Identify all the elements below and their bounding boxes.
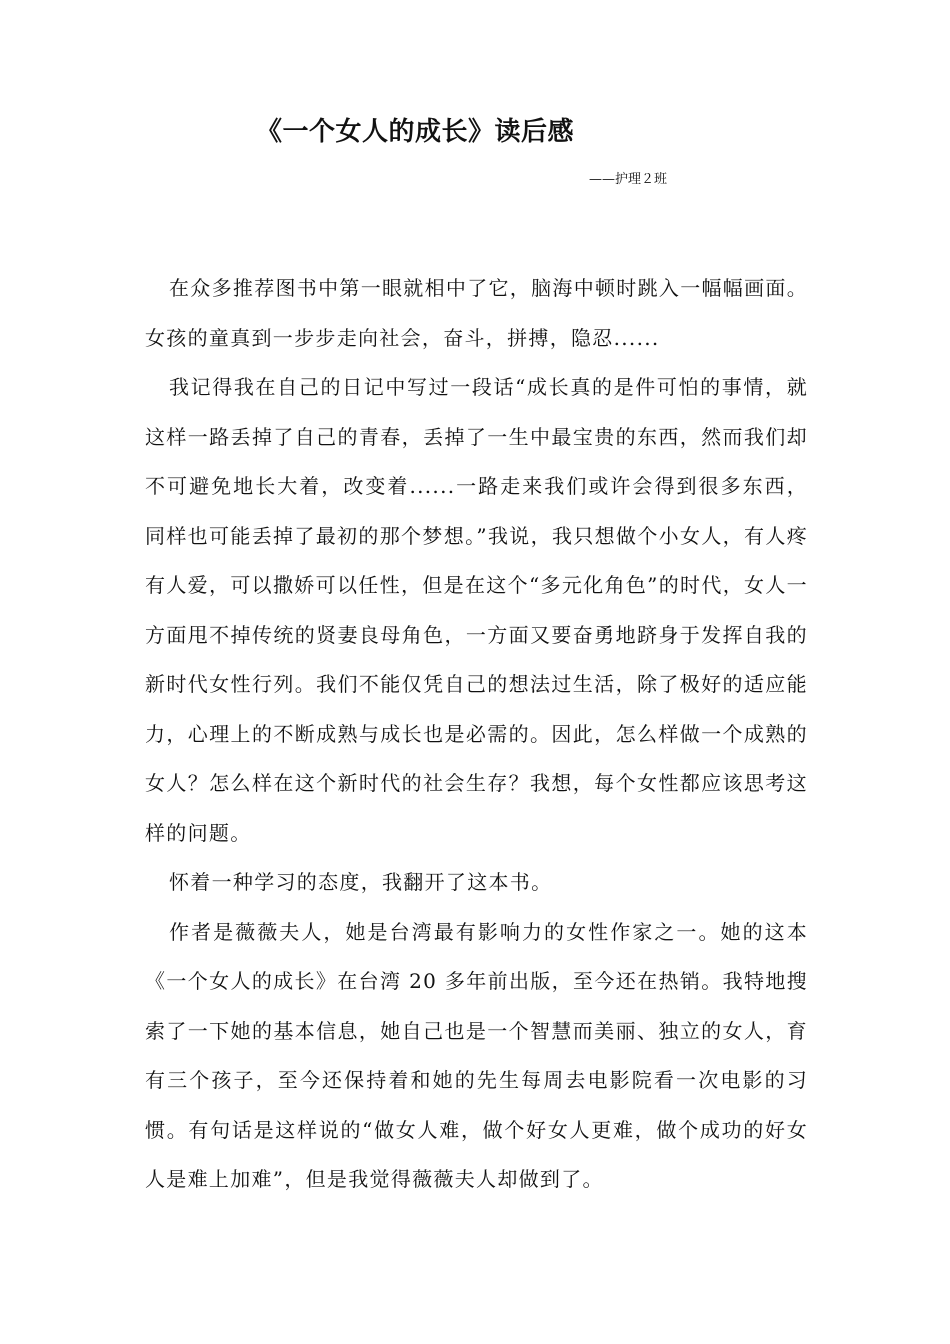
document-title: 《一个女人的成长》读后感 bbox=[256, 117, 575, 147]
body-paragraph: 我记得我在自己的日记中写过一段话“成长真的是件可怕的事情，就这样一路丢掉了自己的青春，丢掉了一生中最宝贵的东西，然而我们却不可避免地长大着，改变着......一路走来我们或许会得到很多东西，同样也可能丢掉了最初的那个梦想。”我说，我只想做个小女人，有人疼有人爱，可以撒娇可以任性，但是在这个“多元化角色”的时代，女人一方面甩不掉传统的贤妻良母角色，一方面又要奋勇地跻身于发挥自我的新时代女性行列。我们不能仅凭自己的想法过生活，除了极好的适应能力，心理上的不断成熟与成长也是必需的。因此，怎么样做一个成熟的女人？怎么样在这个新时代的社会生存？我想，每个女性都应该思考这样的问题。 bbox=[145, 375, 808, 845]
author-byline: ——护理２班 bbox=[589, 172, 668, 187]
body-paragraph: 在众多推荐图书中第一眼就相中了它，脑海中顿时跳入一幅幅画面。女孩的童真到一步步走向社会，奋斗，拼搏，隐忍...... bbox=[145, 276, 808, 350]
document-body bbox=[145, 264, 808, 1205]
body-paragraph: 作者是薇薇夫人，她是台湾最有影响力的女性作家之一。她的这本《一个女人的成长》在台湾 20 多年前出版，至今还在热销。我特地搜索了一下她的基本信息，她自己也是一个智慧而美丽、独立的女人，育有三个孩子，至今还保持着和她的先生每周去电影院看一次电影的习惯。有句话是这样说的“做女人难，做个好女人更难，做个成功的好女人是难上加难”，但是我觉得薇薇夫人却做到了。 bbox=[145, 919, 808, 1191]
body-paragraph: 怀着一种学习的态度，我翻开了这本书。 bbox=[169, 870, 553, 894]
